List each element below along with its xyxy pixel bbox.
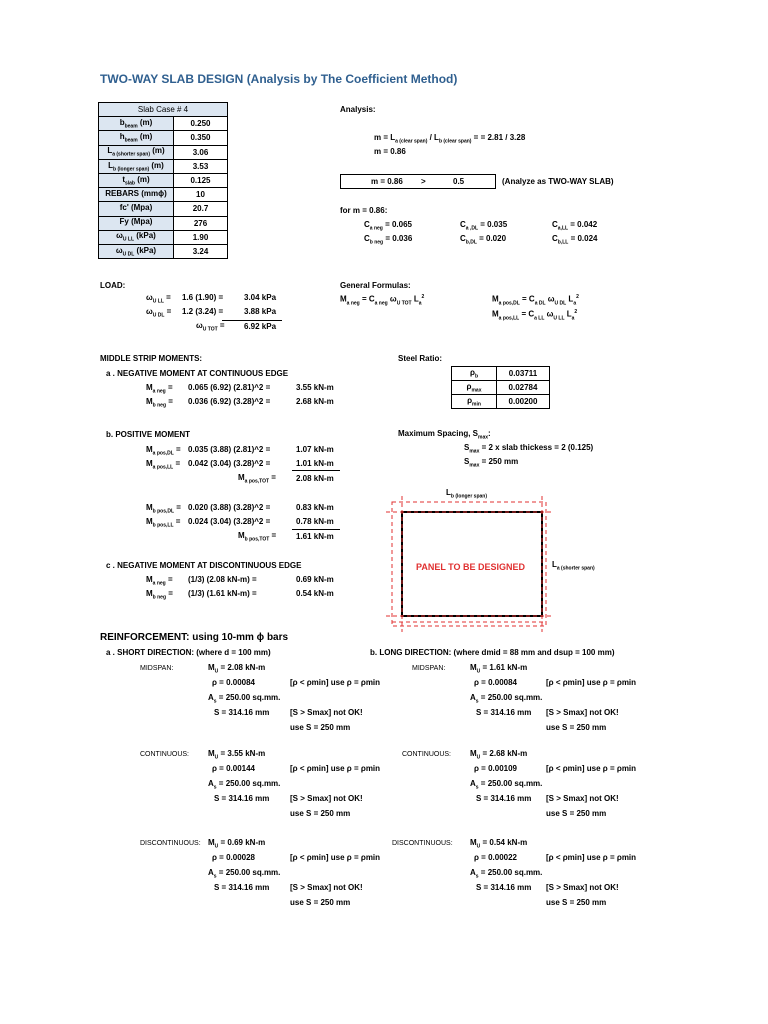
input-label: Fy (Mpa) (99, 216, 174, 230)
moment-expression: 0.065 (6.92) (2.81)^2 = (188, 383, 271, 392)
steel-ratio-value: 0.02784 (497, 381, 550, 395)
formula-a-neg: $M_{a neg} = C_{a neg}$ $\omega_{U TOT}$ $L_a^2$ (340, 294, 425, 307)
input-row (99, 230, 228, 244)
moment-expression: 0.024 (3.04) (3.28)^2 = (188, 517, 271, 526)
moment-value: 1.01 kN-m (296, 459, 334, 468)
ma-pos-tot-value: 2.08 kN-m (296, 474, 334, 483)
formula-a-pos-ll: $M_{a pos,LL} = C_{a LL}$ $\omega_{U LL}$ $L_a^2$ (492, 309, 578, 322)
input-label: REBARS (mmϕ) (99, 188, 174, 202)
moment-symbol: $M_{a pos,DL}$ = (146, 445, 181, 457)
use-spacing: use S = 250 mm (290, 723, 351, 732)
load-value: 6.92 kPa (244, 322, 277, 331)
la-label: $L_{a (shorter span)}$ (552, 560, 595, 572)
spacing-check-note: [S > Smax] not OK! (546, 708, 619, 717)
mu-value: $M_U = 1.61$ kN-m (470, 663, 528, 675)
use-spacing: use S = 250 mm (290, 809, 351, 818)
moment-expression: (1/3) (1.61 kN-m) = (188, 589, 257, 598)
moment-symbol: $M_{b pos,LL}$ = (146, 517, 181, 529)
load-value: 3.04 kPa (244, 293, 277, 302)
rho-check-note: [ρ < ρmin] use ρ = ρmin (546, 678, 637, 687)
input-value: 10 (174, 188, 228, 202)
page-title (100, 72, 457, 86)
spacing-value: S = 314.16 mm (476, 794, 532, 803)
spacing-value: S = 314.16 mm (476, 708, 532, 717)
steel-ratio-row (452, 381, 550, 395)
mb-pos-tot: $M_{b pos,TOT}$ = (238, 531, 277, 543)
coefficient: $C_{b,LL} = 0.024$ (552, 234, 598, 246)
coefficient: $C_{b,DL} = 0.020$ (460, 234, 507, 246)
neg-moment-discont-label: c . NEGATIVE MOMENT AT DISCONTINUOUS EDGE (106, 561, 302, 570)
as-value: $A_s = 250.00$ sq.mm. (470, 693, 543, 705)
rho-check-note: [ρ < ρmin] use ρ = ρmin (546, 853, 637, 862)
spacing-value: S = 314.16 mm (214, 708, 270, 717)
as-value: $A_s = 250.00$ sq.mm. (208, 779, 281, 791)
input-label: $L_{b (longer span)}$ (m) (99, 159, 174, 173)
short-direction-label: a . SHORT DIRECTION: (where d = 100 mm) (106, 648, 271, 657)
moment-expression: 0.036 (6.92) (3.28)^2 = (188, 397, 271, 406)
mu-value: $M_U = 3.55$ kN-m (208, 749, 266, 761)
analysis-label: Analysis: (340, 105, 376, 114)
steel-ratio-value: 0.00200 (497, 395, 550, 409)
coefficient: $C_{b neg} = 0.036$ (364, 234, 413, 246)
moment-expression: (1/3) (2.08 kN-m) = (188, 575, 257, 584)
load-label: LOAD: (100, 281, 126, 290)
title-text: TWO-WAY SLAB DESIGN (100, 72, 244, 86)
mu-value: $M_U = 2.08$ kN-m (208, 663, 266, 675)
use-spacing: use S = 250 mm (546, 809, 607, 818)
rho-check-note: [ρ < ρmin] use ρ = ρmin (290, 764, 381, 773)
moment-expression: 0.042 (3.04) (3.28)^2 = (188, 459, 271, 468)
moment-symbol: $M_{a pos,LL}$ = (146, 459, 181, 471)
moment-value: 0.78 kN-m (296, 517, 334, 526)
moment-value: 2.68 kN-m (296, 397, 334, 406)
input-value: 276 (174, 216, 228, 230)
mb-pos-tot-value: 1.61 kN-m (296, 532, 334, 541)
reinforcement-label: REINFORCEMENT: using 10-mm ϕ bars (100, 632, 289, 643)
input-row (99, 188, 228, 202)
moment-value: 1.07 kN-m (296, 445, 334, 454)
input-label: fc' (Mpa) (99, 202, 174, 216)
smax-equation: $S_{max} = 2$ x slab thickess = 2 (0.125) (464, 443, 594, 455)
steel-ratio-label: Steel Ratio: (398, 354, 443, 363)
steel-ratio-symbol: $\rho_{max}$ (452, 381, 497, 395)
input-value: 1.90 (174, 230, 228, 244)
coefficient: $C_{a ,DL} = 0.035$ (460, 220, 508, 232)
moment-symbol: $M_{b pos,DL}$ = (146, 503, 181, 515)
moment-value: 0.69 kN-m (296, 575, 334, 584)
moment-symbol: $M_{a neg}$ = (146, 575, 173, 587)
input-row (99, 131, 228, 145)
steel-ratio-table (451, 366, 550, 409)
as-value: $A_s = 250.00$ sq.mm. (208, 868, 281, 880)
spacing-check-note: [S > Smax] not OK! (546, 794, 619, 803)
pos-sum-line-a (292, 470, 340, 471)
input-value: 0.350 (174, 131, 228, 145)
input-row (99, 117, 228, 131)
moment-expression: 0.020 (3.88) (3.28)^2 = (188, 503, 271, 512)
input-table (98, 102, 228, 259)
input-row (99, 216, 228, 230)
moment-value: 3.55 kN-m (296, 383, 334, 392)
rho-value: ρ = 0.00144 (212, 764, 255, 773)
load-sum-line (222, 320, 282, 321)
max-spacing-label: Maximum Spacing, $S_{max}$: (398, 429, 491, 441)
rho-check-note: [ρ < ρmin] use ρ = ρmin (290, 678, 381, 687)
spacing-check-note: [S > Smax] not OK! (290, 883, 363, 892)
rho-value: ρ = 0.00084 (212, 678, 255, 687)
input-label: $b_{beam}$ (m) (99, 117, 174, 131)
moment-symbol: $M_{b neg}$ = (146, 397, 173, 409)
reinforcement-position: MIDSPAN: (412, 665, 446, 672)
use-spacing: use S = 250 mm (546, 898, 607, 907)
moment-value: 0.83 kN-m (296, 503, 334, 512)
reinforcement-position: CONTINUOUS: (402, 751, 451, 758)
reinforcement-position: DISCONTINUOUS: (392, 840, 453, 847)
spacing-value: S = 314.16 mm (476, 883, 532, 892)
pos-sum-line-b (292, 529, 340, 530)
spacing-value: S = 314.16 mm (214, 883, 270, 892)
formula-a-pos-dl: $M_{a pos,DL} = C_{a DL}$ $\omega_{U DL}$ $L_a^2$ (492, 294, 579, 307)
reinforcement-position: MIDSPAN: (140, 665, 174, 672)
coefficient: $C_{a,LL} = 0.042$ (552, 220, 598, 232)
mu-value: $M_U = 0.69$ kN-m (208, 838, 266, 850)
input-label: $t_{slab}$ (m) (99, 173, 174, 187)
positive-moment-label: b. POSITIVE MOMENT (106, 430, 191, 439)
input-row (99, 173, 228, 187)
rho-check-note: [ρ < ρmin] use ρ = ρmin (546, 764, 637, 773)
input-label: $h_{beam}$ (m) (99, 131, 174, 145)
input-value: 20.7 (174, 202, 228, 216)
coefficient: $C_{a neg} = 0.065$ (364, 220, 412, 232)
neg-moment-cont-label: a . NEGATIVE MOMENT AT CONTINUOUS EDGE (106, 369, 289, 378)
load-expression: 1.2 (3.24) = (182, 307, 224, 316)
m-check-box: m = 0.86 > 0.5 (340, 174, 496, 189)
steel-ratio-symbol: $\rho_{min}$ (452, 395, 497, 409)
input-row (99, 145, 228, 159)
for-m-label: for m = 0.86: (340, 206, 388, 215)
spacing-check-note: [S > Smax] not OK! (546, 883, 619, 892)
panel-text: PANEL TO BE DESIGNED (416, 562, 526, 572)
mu-value: $M_U = 2.68$ kN-m (470, 749, 528, 761)
spacing-check-note: [S > Smax] not OK! (290, 708, 363, 717)
steel-ratio-symbol: $\rho_b$ (452, 367, 497, 381)
rho-value: ρ = 0.00022 (474, 853, 517, 862)
moment-symbol: $M_{b neg}$ = (146, 589, 173, 601)
reinforcement-position: CONTINUOUS: (140, 751, 189, 758)
spacing-value: S = 314.16 mm (214, 794, 270, 803)
load-symbol: $\omega_{U LL}$ = (146, 293, 171, 305)
input-row (99, 244, 228, 258)
reinforcement-position: DISCONTINUOUS: (140, 840, 201, 847)
middle-strip-label: MIDDLE STRIP MOMENTS: (100, 354, 203, 363)
input-value: 3.53 (174, 159, 228, 173)
steel-ratio-value: 0.03711 (497, 367, 550, 381)
two-way-note: (Analyze as TWO-WAY SLAB) (502, 177, 614, 186)
input-value: 3.06 (174, 145, 228, 159)
load-symbol: $\omega_{U TOT}$ = (196, 321, 225, 333)
lb-label: $L_{b (longer span)}$ (446, 488, 488, 500)
input-value: 0.250 (174, 117, 228, 131)
input-label: $\omega_{U DL}$ (kPa) (99, 244, 174, 258)
m-value: m = 0.86 (374, 147, 406, 156)
steel-ratio-row (452, 395, 550, 409)
moment-symbol: $M_{a neg}$ = (146, 383, 173, 395)
input-label: $\omega_{U LL}$ (kPa) (99, 230, 174, 244)
as-value: $A_s = 250.00$ sq.mm. (470, 868, 543, 880)
smax-value: $S_{max} = 250$ mm (464, 457, 519, 469)
mu-value: $M_U = 0.54$ kN-m (470, 838, 528, 850)
spacing-check-note: [S > Smax] not OK! (290, 794, 363, 803)
input-row (99, 202, 228, 216)
load-symbol: $\omega_{U DL}$ = (146, 307, 172, 319)
m-equation: $m = L_{a (clear span)} / L_{b (clear span)}$ = = 2.81 / 3.28 (374, 133, 526, 145)
input-row (99, 159, 228, 173)
rho-check-note: [ρ < ρmin] use ρ = ρmin (290, 853, 381, 862)
long-direction-label: b. LONG DIRECTION: (where dmid = 88 mm and dsup = 100 mm) (370, 648, 615, 657)
rho-value: ρ = 0.00109 (474, 764, 517, 773)
input-label: $L_{a (shorter span)}$ (m) (99, 145, 174, 159)
ma-pos-tot: $M_{a pos,TOT}$ = (238, 473, 276, 485)
general-formulas-label: General Formulas: (340, 281, 411, 290)
moment-value: 0.54 kN-m (296, 589, 334, 598)
steel-ratio-row (452, 367, 550, 381)
subtitle-text: (Analysis by The Coefficient Method) (246, 72, 458, 86)
rho-value: ρ = 0.00084 (474, 678, 517, 687)
rho-value: ρ = 0.00028 (212, 853, 255, 862)
use-spacing: use S = 250 mm (546, 723, 607, 732)
input-value: 0.125 (174, 173, 228, 187)
input-value: 3.24 (174, 244, 228, 258)
load-value: 3.88 kPa (244, 307, 277, 316)
use-spacing: use S = 250 mm (290, 898, 351, 907)
input-table-header: Slab Case # 4 (99, 103, 228, 117)
moment-expression: 0.035 (3.88) (2.81)^2 = (188, 445, 271, 454)
load-expression: 1.6 (1.90) = (182, 293, 224, 302)
as-value: $A_s = 250.00$ sq.mm. (470, 779, 543, 791)
as-value: $A_s = 250.00$ sq.mm. (208, 693, 281, 705)
